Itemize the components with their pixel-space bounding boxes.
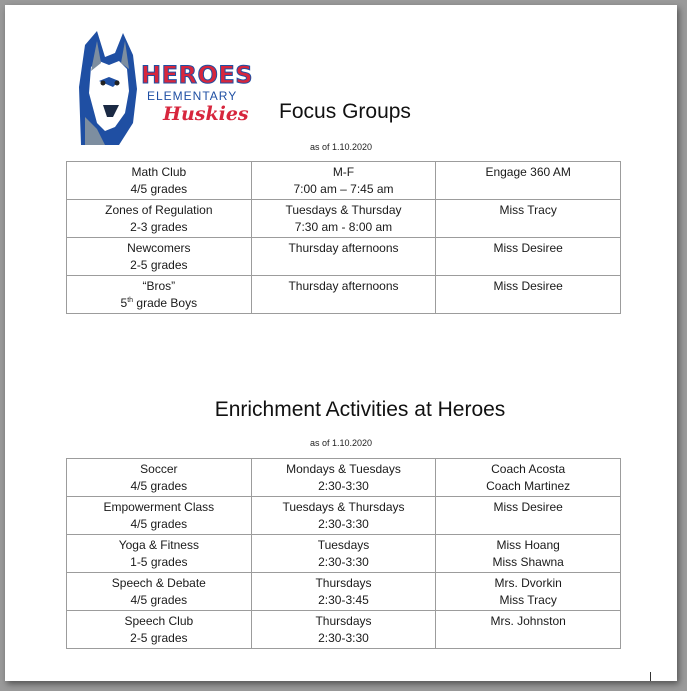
text-cursor xyxy=(650,672,651,681)
cell-text: 2:30-3:30 xyxy=(318,517,369,531)
schedule-cell xyxy=(251,459,436,497)
cell-text: Thursdays xyxy=(315,614,372,628)
cell-text: Coach Acosta xyxy=(491,462,566,476)
cell-text: Thursdays xyxy=(315,576,372,590)
staff-cell xyxy=(436,535,621,573)
table-row xyxy=(67,611,621,649)
table-row xyxy=(67,573,621,611)
schedule-cell xyxy=(251,611,436,649)
activity-cell xyxy=(67,200,252,238)
staff-cell xyxy=(436,459,621,497)
cell-text: Empowerment Class xyxy=(103,500,215,514)
activity-cell xyxy=(67,276,252,314)
cell-text: 2:30-3:30 xyxy=(318,631,369,645)
cell-text: Mrs. Johnston xyxy=(490,614,566,628)
cell-text: 4/5 grades xyxy=(130,479,188,493)
focus-groups-title: Focus Groups xyxy=(279,100,411,123)
logo-huskies-text: Huskies xyxy=(163,103,249,125)
activity-cell xyxy=(67,535,252,573)
cell-text: Yoga & Fitness xyxy=(118,538,199,552)
cell-text: 2-5 grades xyxy=(130,258,188,272)
staff-cell xyxy=(436,611,621,649)
cell-text: 2-5 grades xyxy=(130,631,188,645)
cell-text: Miss Shawna xyxy=(492,555,564,569)
cell-text: Miss Tracy xyxy=(499,593,557,607)
table-row xyxy=(67,200,621,238)
cell-text: Thursday afternoons xyxy=(288,241,399,255)
cell-text: Miss Tracy xyxy=(499,203,557,217)
schedule-cell xyxy=(251,162,436,200)
cell-text: 4/5 grades xyxy=(130,182,188,196)
schedule-cell xyxy=(251,497,436,535)
heroes-huskies-logo xyxy=(75,27,254,145)
schedule-cell xyxy=(251,200,436,238)
schedule-cell xyxy=(251,238,436,276)
cell-text: Thursday afternoons xyxy=(288,279,399,293)
cell-text: Soccer xyxy=(140,462,178,476)
cell-text: 2:30-3:45 xyxy=(318,593,369,607)
activity-cell xyxy=(67,497,252,535)
staff-cell xyxy=(436,238,621,276)
enrichment-title: Enrichment Activities at Heroes xyxy=(214,398,506,421)
cell-text: Mrs. Dvorkin xyxy=(494,576,562,590)
focus-groups-table xyxy=(66,161,621,314)
staff-cell xyxy=(436,497,621,535)
table-row xyxy=(67,497,621,535)
schedule-cell xyxy=(251,573,436,611)
table-row xyxy=(67,238,621,276)
cell-text: 1-5 grades xyxy=(130,555,188,569)
focus-as-of-date: as of 1.10.2020 xyxy=(309,142,373,152)
enrichment-table xyxy=(66,458,621,649)
activity-cell xyxy=(67,573,252,611)
cell-text: 4/5 grades xyxy=(130,593,188,607)
schedule-cell xyxy=(251,535,436,573)
cell-text: Engage 360 AM xyxy=(485,165,571,179)
cell-text: “Bros” xyxy=(142,279,176,293)
cell-text: Newcomers xyxy=(127,241,191,255)
document-page xyxy=(5,5,677,681)
cell-text: M-F xyxy=(332,165,355,179)
cell-text: 7:30 am - 8:00 am xyxy=(294,220,393,234)
cell-text: Math Club xyxy=(131,165,187,179)
enrichment-as-of-date: as of 1.10.2020 xyxy=(309,438,373,448)
cell-text: Tuesdays & Thursday xyxy=(285,203,402,217)
cell-text: 2:30-3:30 xyxy=(318,555,369,569)
staff-cell xyxy=(436,162,621,200)
cell-text: Miss Desiree xyxy=(493,241,563,255)
cell-text: Speech & Debate xyxy=(111,576,206,590)
cell-text: Tuesdays xyxy=(317,538,370,552)
cell-text: 2:30-3:30 xyxy=(318,479,369,493)
staff-cell xyxy=(436,573,621,611)
table-row xyxy=(67,535,621,573)
staff-cell xyxy=(436,200,621,238)
cell-text: 7:00 am – 7:45 am xyxy=(293,182,394,196)
cell-text: Speech Club xyxy=(124,614,194,628)
cell-text: 2-3 grades xyxy=(130,220,188,234)
cell-text: Tuesdays & Thursdays xyxy=(282,500,405,514)
activity-cell xyxy=(67,238,252,276)
cell-text: Zones of Regulation xyxy=(105,203,213,217)
activity-cell xyxy=(67,611,252,649)
logo-elementary-text: ELEMENTARY xyxy=(147,89,238,103)
staff-cell xyxy=(436,276,621,314)
cell-text: Miss Desiree xyxy=(493,279,563,293)
logo-heroes-text: HEROES xyxy=(141,61,254,89)
cell-text: Mondays & Tuesdays xyxy=(286,462,401,476)
cell-text: 5th grade Boys xyxy=(120,296,198,310)
table-row xyxy=(67,459,621,497)
activity-cell xyxy=(67,162,252,200)
cell-text: 4/5 grades xyxy=(130,517,188,531)
cell-text: Coach Martinez xyxy=(486,479,571,493)
schedule-cell xyxy=(251,276,436,314)
cell-text: Miss Desiree xyxy=(493,500,563,514)
table-row xyxy=(67,162,621,200)
table-row xyxy=(67,276,621,314)
cell-text: Miss Hoang xyxy=(496,538,560,552)
activity-cell xyxy=(67,459,252,497)
